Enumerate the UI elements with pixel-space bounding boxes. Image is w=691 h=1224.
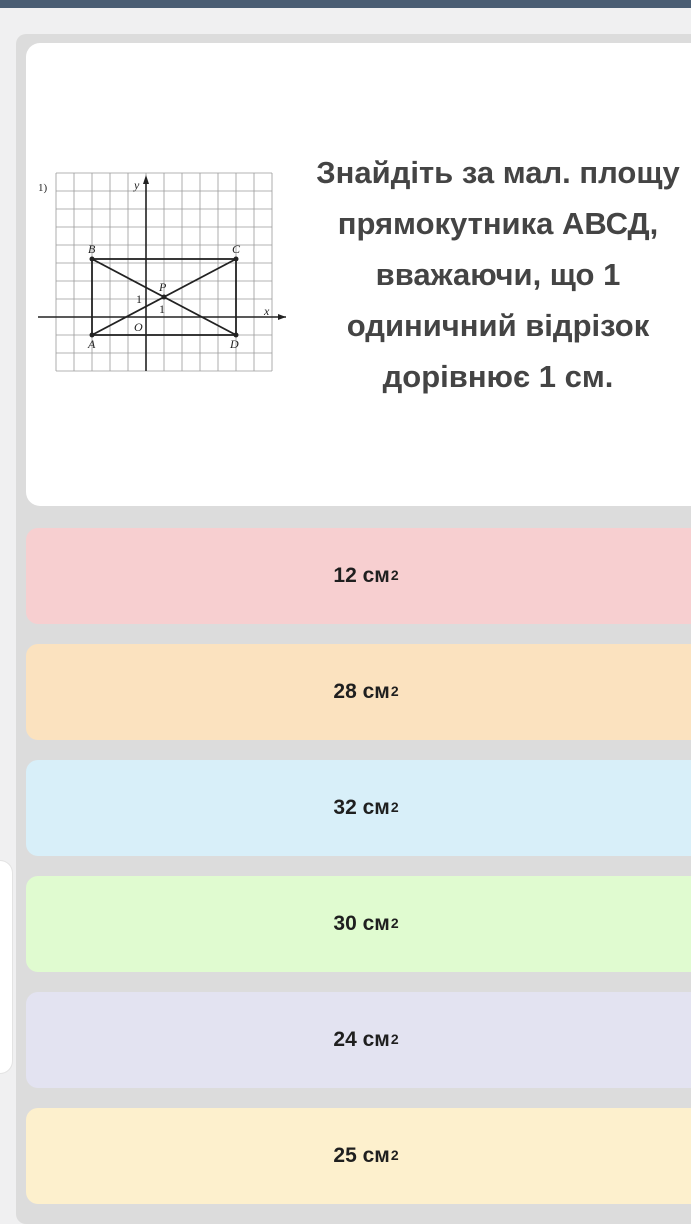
answer-unit: см: [362, 680, 390, 703]
axis-x-label: x: [264, 304, 270, 318]
answer-power: 2: [390, 567, 399, 583]
point-label-p: P: [159, 280, 167, 294]
answer-value: 12: [333, 564, 357, 587]
answer-power: 2: [390, 1147, 399, 1163]
side-drawer-handle[interactable]: [0, 860, 13, 1074]
answer-option-2[interactable]: [26, 644, 691, 740]
answer-value: 24: [333, 1028, 357, 1051]
answer-option-4[interactable]: [26, 876, 691, 972]
answer-option-3[interactable]: [26, 760, 691, 856]
answer-unit: см: [362, 1028, 390, 1051]
figure-number-label: 1): [38, 182, 48, 194]
point-label-b: B: [88, 242, 96, 256]
question-card: [26, 43, 691, 506]
answer-option-1[interactable]: [26, 528, 691, 624]
answer-value: 32: [333, 796, 357, 819]
rectangle-grid-figure: [38, 171, 288, 373]
answer-power: 2: [390, 915, 399, 931]
answer-power: 2: [390, 1031, 399, 1047]
question-text: Знайдіть за мал. площу прямокутника АВСД, вважаючи, що 1 одиничний відрізок дорівнює 1 см.: [316, 155, 680, 394]
answer-option-6[interactable]: [26, 1108, 691, 1204]
question-figure: [38, 171, 288, 373]
answer-unit: см: [362, 564, 390, 587]
point-label-d: D: [230, 337, 239, 351]
unit-label-x: 1: [159, 302, 165, 316]
answer-value: 30: [333, 912, 357, 935]
axis-y-label: y: [134, 178, 140, 192]
point-label-a: A: [88, 337, 96, 351]
point-label-o: O: [134, 320, 143, 334]
answer-power: 2: [390, 799, 399, 815]
answer-value: 25: [333, 1144, 357, 1167]
unit-label-y: 1: [136, 292, 142, 306]
answer-option-5[interactable]: [26, 992, 691, 1088]
answer-power: 2: [390, 683, 399, 699]
answer-unit: см: [362, 796, 390, 819]
top-status-bar: [0, 0, 691, 8]
answer-value: 28: [333, 680, 357, 703]
point-label-c: C: [232, 242, 241, 256]
answer-unit: см: [362, 1144, 390, 1167]
answer-unit: см: [362, 912, 390, 935]
